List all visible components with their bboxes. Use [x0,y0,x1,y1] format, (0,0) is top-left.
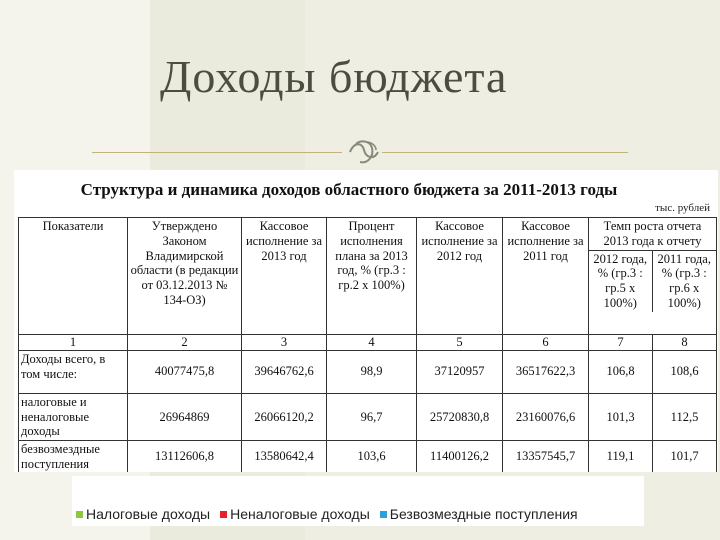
table-cell: 25720830,8 [417,393,503,440]
row-name: налоговые и неналоговые доходы [19,393,128,440]
table-cell: 112,5 [653,393,717,440]
table-cell: 11400126,2 [417,441,503,473]
table-row [19,441,717,473]
legend-swatch-blue [380,511,387,518]
table-row [19,350,717,393]
table-cell: 119,1 [589,441,653,473]
table-cell: 13580642,4 [242,441,327,473]
table-cell: 96,7 [327,393,417,440]
header-cell: Утверждено Законом Владимирской области (в редакции от 03.12.2013 № 134-ОЗ) [128,218,242,335]
header-cell: Кассовое исполнение за 2011 год [503,218,589,335]
column-number: 3 [242,335,327,351]
column-number: 4 [327,335,417,351]
slide-title: Доходы бюджета [160,51,508,102]
legend-swatch-red [220,511,227,518]
unit-label: тыс. рублей [655,202,710,214]
column-number: 2 [128,335,242,351]
chart-legend [72,476,644,526]
table-cell: 101,3 [589,393,653,440]
table-cell: 23160076,6 [503,393,589,440]
header-cell: Кассовое исполнение за 2012 год [417,218,503,335]
budget-table-document [14,170,718,472]
table-cell: 101,7 [653,441,717,473]
legend-item [220,506,370,522]
table-cell: 98,9 [327,350,417,393]
table-cell: 26964869 [128,393,242,440]
title-divider-left [92,152,342,153]
table-cell: 36517622,3 [503,350,589,393]
table-cell: 103,6 [327,441,417,473]
table-cell: 13112606,8 [128,441,242,473]
table-cell: 108,6 [653,350,717,393]
column-number: 1 [19,335,128,351]
growth-header-label: Темп роста отчета 2013 года к отчету [589,218,716,251]
subheader-cell: 2012 года, % (гр.3 : гр.5 х 100%) [589,251,653,312]
table-cell: 13357545,7 [503,441,589,473]
budget-table [18,217,717,472]
column-number: 8 [653,335,717,351]
table-cell: 40077475,8 [128,350,242,393]
row-name: Доходы всего, в том числе: [19,350,128,393]
column-number-row [19,335,717,351]
table-cell: 106,8 [589,350,653,393]
table-row [19,393,717,440]
column-number: 7 [589,335,653,351]
table-cell: 39646762,6 [242,350,327,393]
table-header-row [19,218,717,335]
legend-label: Налоговые доходы [86,506,211,522]
header-cell-growth [589,218,717,335]
legend-item [380,506,578,522]
legend-item [76,506,210,522]
legend-swatch-green [76,511,83,518]
document-title: Структура и динамика доходов областного бюджета за 2011-2013 годы [80,180,618,199]
table-cell: 37120957 [417,350,503,393]
row-name: безвозмездные поступления [19,441,128,473]
subheader-cell: 2011 года, % (гр.3 : гр.6 х 100%) [657,251,711,310]
legend-label: Неналоговые доходы [230,506,370,522]
legend-label: Безвозмездные поступления [389,506,578,522]
column-number: 6 [503,335,589,351]
table-cell: 26066120,2 [242,393,327,440]
header-cell: Кассовое исполнение за 2013 год [242,218,327,335]
scroll-ornament-icon [346,138,382,166]
header-cell: Показатели [19,218,128,335]
column-number: 5 [417,335,503,351]
header-cell: Процент исполнения плана за 2013 год, % (гр.3 : гр.2 х 100%) [327,218,417,335]
title-divider-right [382,152,628,153]
